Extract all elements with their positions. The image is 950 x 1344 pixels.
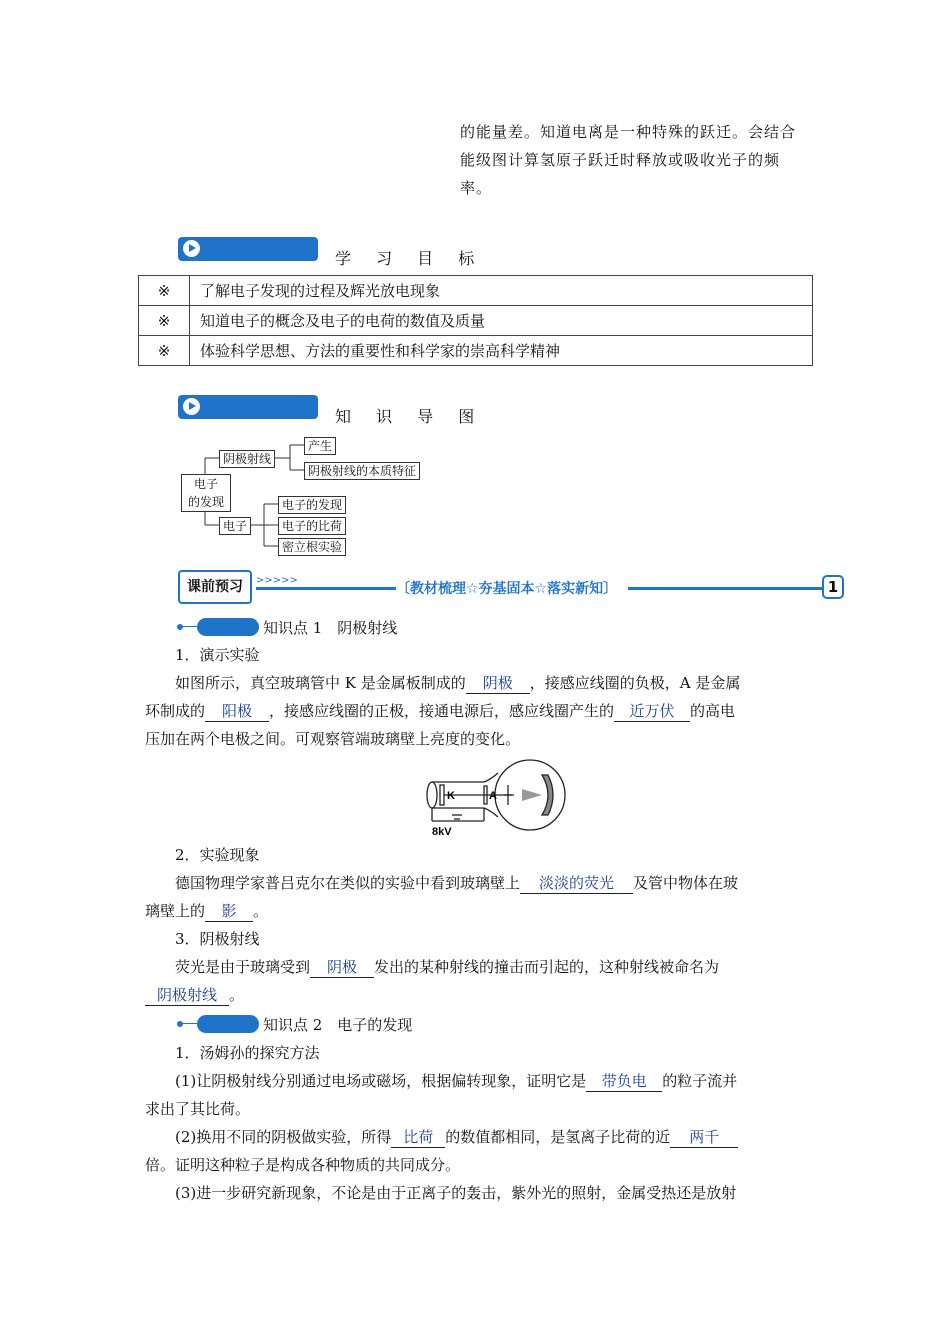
mindmap-node-nature: 阴极射线的本质特征: [304, 462, 420, 480]
banner-tagline: 〔教材梳理☆夯基固本☆落实新知〕: [396, 581, 618, 597]
text: ，接感应线圈的正极，接通电源后，感应线圈产生的: [269, 702, 615, 720]
mindmap-title: 知 识 导 图: [335, 407, 485, 426]
intro-line: 率。: [460, 179, 493, 197]
text: 的高电: [690, 702, 736, 720]
kp1-p2-line1: [145, 869, 840, 897]
goal-text: 知道电子的概念及电子的电荷的数值及质量: [190, 306, 813, 336]
answer-blank: 阴极射线: [145, 985, 229, 1006]
mindmap-node-millikan: 密立根实验: [278, 538, 346, 556]
banner-arrows: >>>>>: [256, 575, 298, 586]
kp2-p2-line2: 倍。证明这种粒子是构成各种物质的共同成分。: [145, 1156, 461, 1174]
intro-line: 能级图计算氢原子跃迁时释放或吸收光子的频: [460, 151, 781, 169]
fig-label-k: K: [447, 790, 455, 802]
kp2-s1-title: 1．汤姆孙的探究方法: [175, 1044, 320, 1062]
answer-blank: 阴极: [466, 673, 530, 694]
kp2-p2-line1: [145, 1123, 840, 1151]
kp2-p3-line1: (3)进一步研究新现象，不论是由于正离子的轰击，紫外光的照射，金属受热还是放射: [175, 1184, 737, 1202]
answer-blank: 比荷: [391, 1127, 445, 1148]
kp1-p1-line3: 压加在两个电极之间。可观察管端玻璃壁上亮度的变化。: [145, 730, 521, 748]
text: 如图所示，真空玻璃管中 K 是金属板制成的: [175, 674, 466, 692]
text: (1)让阴极射线分别通过电场或磁场，根据偏转现象，证明它是: [175, 1072, 587, 1090]
kp2-pill: [197, 1015, 259, 1033]
kp2-connector: [183, 1023, 197, 1024]
answer-blank: 淡淡的荧光: [520, 873, 633, 894]
mindmap-node-ratio: 电子的比荷: [278, 517, 346, 535]
kp1-p1-line2: [145, 697, 810, 725]
cathode-ray-tube-figure: [418, 759, 568, 839]
mindmap-branch-electron: 电子: [219, 517, 251, 535]
answer-blank: 带负电: [586, 1071, 662, 1092]
goal-mark: ※: [139, 276, 190, 306]
text: ，接感应线圈的负极，A 是金属: [529, 674, 741, 692]
answer-blank: 近万伏: [614, 701, 690, 722]
answer-blank: 阳极: [205, 701, 269, 722]
mindmap-root-line2: 的发现: [187, 495, 224, 509]
text: 。: [229, 986, 245, 1004]
kp1-s1-title: 1．演示实验: [175, 646, 260, 664]
kp1-dot: [177, 624, 183, 630]
text: (2)换用不同的阴极做实验，所得: [175, 1128, 392, 1146]
text: 璃壁上的: [145, 902, 206, 920]
mindmap-branch-cathode-ray: 阴极射线: [219, 450, 275, 468]
kp1-connector: [183, 626, 197, 627]
mindmap-node-origin: 产生: [304, 437, 336, 455]
text: 及管中物体在玻: [633, 874, 739, 892]
banner-label-text: 课前预习: [187, 579, 243, 595]
banner-number: [822, 575, 844, 599]
kp2-dot: [177, 1021, 183, 1027]
banner-label: [178, 570, 252, 604]
goal-mark: ※: [139, 306, 190, 336]
banner-line-left: [256, 587, 396, 590]
goal-text: 了解电子发现的过程及辉光放电现象: [190, 276, 813, 306]
text: 德国物理学家普吕克尔在类似的实验中看到玻璃壁上: [175, 874, 521, 892]
fig-label-a: A: [489, 790, 497, 802]
text: 的数值都相同，是氢离子比荷的近: [445, 1128, 671, 1146]
banner-number-text: 1: [827, 578, 839, 596]
intro-line: 的能量差。知道电离是一种特殊的跃迁。会结合: [460, 123, 797, 141]
text: 环制成的: [145, 702, 206, 720]
text: 。: [253, 902, 269, 920]
kp2-p1-line1: [145, 1067, 840, 1095]
answer-blank: 阴极: [310, 957, 374, 978]
kp1-s2-title: 2．实验现象: [175, 846, 260, 864]
mindmap-root-line1: 电子: [193, 477, 218, 491]
goal-text: 体验科学思想、方法的重要性和科学家的崇高科学精神: [190, 336, 813, 366]
text: 发出的某种射线的撞击而引起的，这种射线被命名为: [374, 958, 720, 976]
text: 荧光是由于玻璃受到: [175, 958, 311, 976]
text: 的粒子流并: [662, 1072, 738, 1090]
goal-mark: ※: [139, 336, 190, 366]
kp1-heading: 知识点 1 阴极射线: [263, 619, 398, 637]
kp1-pill: [197, 618, 259, 636]
goals-title: 学 习 目 标: [335, 249, 485, 268]
answer-blank: 影: [205, 901, 253, 922]
mindmap-root: [181, 474, 231, 512]
mindmap-node-discovery: 电子的发现: [278, 496, 346, 514]
kp1-p1-line1: [145, 669, 840, 697]
kp1-p2-line2: [145, 897, 810, 925]
answer-blank: 两千: [670, 1127, 738, 1148]
mindmap-connectors: [0, 0, 950, 600]
kp2-p1-line2: 求出了其比荷。: [145, 1100, 251, 1118]
kp1-s3-title: 3．阴极射线: [175, 930, 260, 948]
kp1-p3-line1: [145, 953, 840, 981]
kp1-p3-line2: [145, 981, 810, 1009]
kp2-heading: 知识点 2 电子的发现: [263, 1016, 413, 1034]
preview-banner: [178, 570, 848, 606]
banner-line-right: [628, 587, 822, 590]
fig-label-voltage: 8kV: [432, 826, 452, 838]
